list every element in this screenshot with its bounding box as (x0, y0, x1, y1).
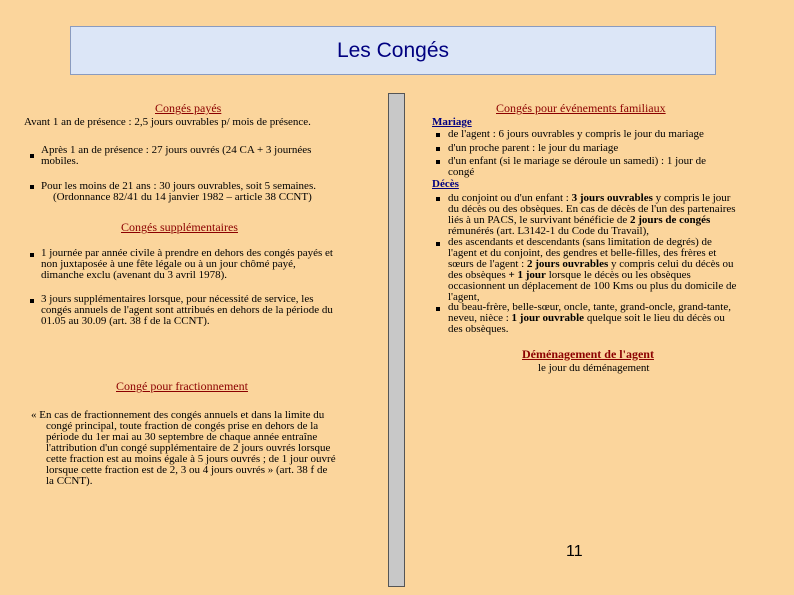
conges-supp-item-2: 3 jours supplémentaires lorsque, pour nécessité de service, les congés annuels de l'agent sont attribués en dehors de la période du 01.05 au 30.09 (art. 38 f de la CCNT). (41, 293, 333, 327)
bullet-icon (30, 154, 34, 158)
conges-payes-item-2: Pour les moins de 21 ans : 30 jours ouvrables, soit 5 semaines. (Ordonnance 82/41 du 14 janvier 1982 – article 38 CCNT) (41, 180, 316, 203)
mariage-item-1: de l'agent : 6 jours ouvrables y compris le jour du mariage (448, 128, 704, 140)
conges-supp-heading: Congés supplémentaires (121, 220, 238, 234)
conges-supp-item-1: 1 journée par année civile à prendre en dehors des congés payés et non juxtaposée à une fête légale ou à un jour chômé payé, dimanche exclu (avenant du 3 avril 1978). (41, 247, 333, 281)
bullet-icon (436, 133, 440, 137)
demenagement-text: le jour du déménagement (538, 362, 650, 374)
bullet-icon (30, 185, 34, 189)
conges-payes-item-1: Après 1 an de présence : 27 jours ouvrés (24 CA + 3 journées mobiles. (41, 144, 312, 167)
conges-payes-intro: Avant 1 an de présence : 2,5 jours ouvrables p/ mois de présence. (24, 116, 311, 128)
bullet-icon (436, 147, 440, 151)
mariage-item-2: d'un proche parent : le jour du mariage (448, 142, 619, 154)
bullet-icon (436, 160, 440, 164)
deces-item-1: du conjoint ou d'un enfant : 3 jours ouvrables y compris le jour du décès ou des obsèques. En cas de décès de l'un des partenaires liés à un PACS, le survivant bénéficie de 2 jours de congés rémunérés (art. L3142-1 du Code du Travail), (448, 192, 736, 237)
evenements-heading: Congés pour événements familiaux (496, 101, 666, 115)
demenagement-heading: Déménagement de l'agent (522, 347, 654, 361)
bullet-icon (436, 307, 440, 311)
mariage-item-3: d'un enfant (si le mariage se déroule un samedi) : 1 jour de congé (448, 155, 706, 178)
deces-label: Décès (432, 178, 459, 190)
bullet-icon (436, 197, 440, 201)
fractionnement-text: « En cas de fractionnement des congés annuels et dans la limite du congé principal, toute fraction de congés prise en dehors de la période du 1er mai au 30 septembre de chaque année entraîne l'attribution d'un congé supplémentaire de 2 jours ouvrés lorsque cette fraction est au moins égale à 5 jours ouvrés ; de 1 jour ouvré lorsque cette fraction est de 2, 3 ou 4 jours ouvrés » (art. 38 f de la CCNT). (31, 409, 336, 487)
column-divider (388, 93, 405, 587)
mariage-label: Mariage (432, 116, 472, 128)
bullet-icon (436, 242, 440, 246)
slide-title: Les Congés (70, 26, 716, 75)
page-number: 11 (566, 543, 583, 560)
bullet-icon (30, 299, 34, 303)
deces-item-3: du beau-frère, belle-sœur, oncle, tante, grand-oncle, grand-tante, neveu, nièce : 1 jour ouvrable quelque soit le lieu du décès ou des obsèques. (448, 301, 731, 335)
fractionnement-heading: Congé pour fractionnement (116, 379, 248, 393)
bullet-icon (30, 253, 34, 257)
conges-payes-heading: Congés payés (155, 101, 222, 115)
deces-item-2: des ascendants et descendants (sans limitation de degrés) de l'agent et du conjoint, des gendres et belle-filles, des frères et sœurs de l'agent : 2 jours ouvrables y compris celui du décès ou des obsèques + 1 jour lorsque le décès ou les obsèques occasionnent un déplacement de 100 Kms ou plus du domicile de l'agent, (448, 236, 737, 303)
